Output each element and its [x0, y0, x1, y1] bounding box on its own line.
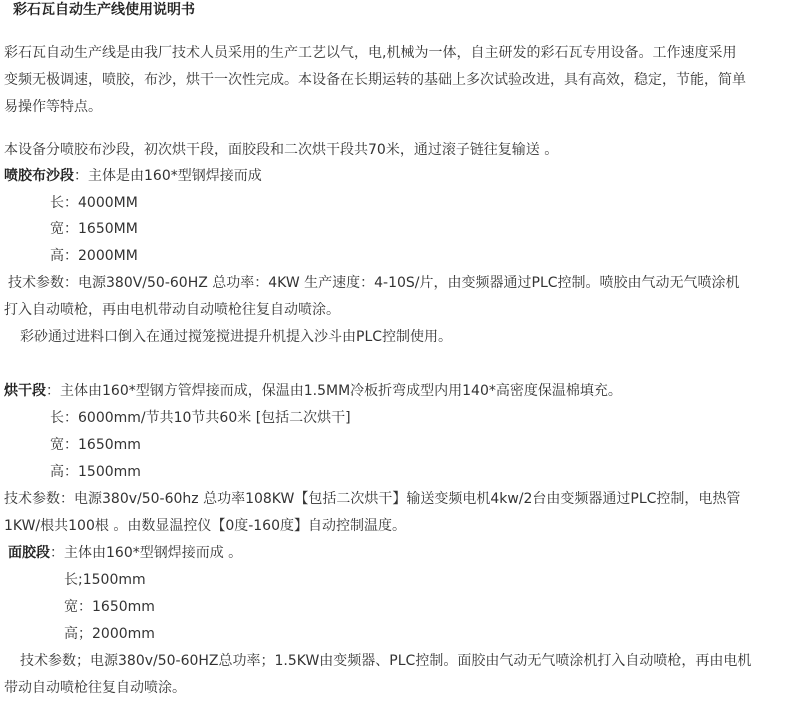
- spray-tech-line-1: 技术参数：电源380V/50-60HZ 总功率：4KW 生产速度：4-10S/片，由变频器通过PLC控制。喷胶由气动无气喷涂机: [8, 275, 740, 291]
- dry-height: 高：1500mm: [50, 464, 141, 480]
- face-length: 长;1500mm: [64, 572, 146, 588]
- dry-section-description: ：主体由160*型钢方管焊接而成，保温由1.5MM冷板折弯成型内用140*高密度保温棉填充。: [46, 383, 622, 399]
- face-width: 宽：1650mm: [64, 599, 155, 615]
- face-tech-line-2: 带动自动喷枪往复自动喷涂。: [4, 680, 186, 696]
- intro-line-2: 变频无极调速，喷胶，布沙，烘干一次性完成。本设备在长期运转的基础上多次试验改进，具有高效，稳定，节能，简单: [4, 72, 746, 88]
- face-tech-line-1: 技术参数；电源380v/50-60HZ总功率；1.5KW由变频器、PLC控制。面胶由气动无气喷涂机打入自动喷枪，再由电机: [20, 653, 752, 669]
- face-section-heading: 面胶段: [8, 545, 50, 561]
- spray-width: 宽：1650MM: [50, 221, 138, 237]
- spray-tech-line-2: 打入自动喷枪，再由电机带动自动喷枪往复自动喷涂。: [4, 302, 340, 318]
- dry-length: 长：6000mm/节共10节共60米 [包括二次烘干]: [50, 410, 351, 426]
- dry-tech-line-1: 技术参数：电源380v/50-60hz 总功率108KW【包括二次烘干】输送变频电机4kw/2台由变频器通过PLC控制，电热管: [4, 491, 741, 507]
- spray-height: 高：2000MM: [50, 248, 138, 264]
- intro-line-3: 易操作等特点。: [4, 99, 102, 115]
- dry-section-heading-line: [4, 381, 622, 401]
- sand-note: 彩砂通过进料口倒入在通过搅笼搅进提升机提入沙斗由PLC控制使用。: [20, 329, 453, 345]
- dry-tech-line-2: 1KW/根共100根 。由数显温控仪【0度-160度】自动控制温度。: [4, 518, 406, 534]
- face-section-description: ：主体由160*型钢焊接而成 。: [50, 545, 243, 561]
- intro-line-1: 彩石瓦自动生产线是由我厂技术人员采用的生产工艺以气，电,机械为一体，自主研发的彩石瓦专用设备。工作速度采用: [4, 45, 737, 61]
- spray-section-description: ：主体是由160*型钢焊接而成: [74, 168, 262, 184]
- face-height: 高；2000mm: [64, 626, 155, 642]
- spray-section-heading-line: [4, 166, 262, 186]
- spray-length: 长：4000MM: [50, 195, 138, 211]
- dry-section-heading: 烘干段: [4, 383, 46, 399]
- dry-width: 宽：1650mm: [50, 437, 141, 453]
- document-title: 彩石瓦自动生产线使用说明书: [13, 2, 195, 18]
- face-section-heading-line: [8, 543, 242, 563]
- overview-text: 本设备分喷胶布沙段，初次烘干段，面胶段和二次烘干段共70米，通过滚子链往复输送 。: [4, 142, 559, 158]
- spray-section-heading: 喷胶布沙段: [4, 168, 74, 184]
